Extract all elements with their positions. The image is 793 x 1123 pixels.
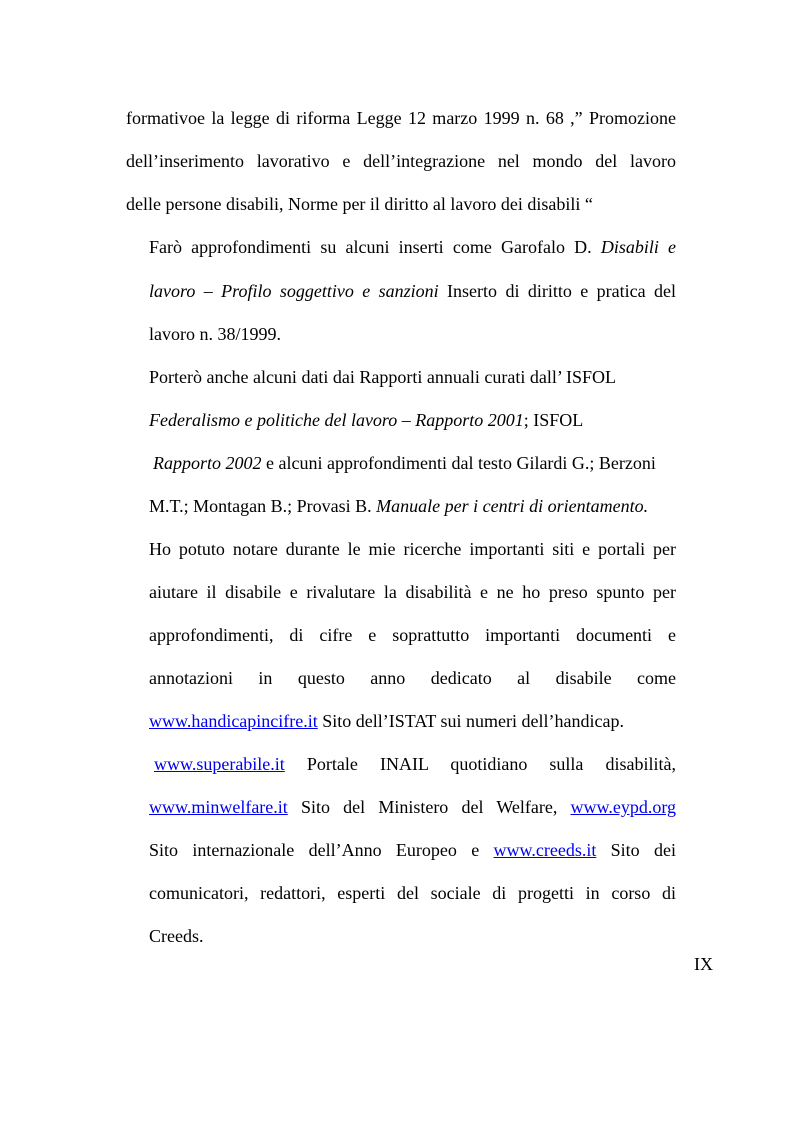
text-line	[149, 408, 676, 432]
text-line	[149, 924, 676, 948]
text-line	[149, 881, 676, 905]
book-title: Rapporto 2002	[153, 453, 262, 473]
text-span: Ho potuto notare durante le mie ricerche importanti siti e portali per	[149, 539, 676, 559]
link-handicapincifre[interactable]: www.handicapincifre.it	[149, 711, 318, 731]
text-line	[149, 580, 676, 604]
text-span: aiutare il disabile e rivalutare la disabilità e ne ho preso spunto per	[149, 582, 676, 602]
text-line	[126, 192, 676, 216]
text-span: e alcuni approfondimenti dal testo Gilardi G.; Berzoni	[261, 453, 656, 473]
text-line	[149, 537, 676, 561]
text-span: M.T.; Montagan B.; Provasi B.	[149, 496, 377, 516]
text-span: Farò approfondimenti su alcuni inserti come Garofalo D.	[149, 237, 601, 257]
text-line	[149, 279, 676, 303]
text-span: Sito dell’ISTAT sui numeri dell’handicap.	[317, 711, 624, 731]
text-line	[149, 322, 676, 346]
text-line	[149, 709, 676, 733]
book-title: Manuale per i centri di orientamento.	[376, 496, 649, 516]
text-span: dell’inserimento lavorativo e dell’integrazione nel mondo del lavoro	[126, 151, 676, 171]
text-line	[154, 752, 676, 776]
text-span: Portale INAIL quotidiano sulla disabilità,	[284, 754, 676, 774]
text-line	[149, 365, 676, 389]
text-span: Inserto di diritto e pratica del	[438, 281, 676, 301]
book-title: lavoro – Profilo soggettivo e sanzioni	[149, 281, 439, 301]
text-line	[149, 666, 676, 690]
link-eypd[interactable]: www.eypd.org	[570, 797, 676, 817]
text-span: Creeds.	[149, 926, 204, 946]
text-span: Sito internazionale dell’Anno Europeo e	[149, 840, 494, 860]
text-span: annotazioni in questo anno dedicato al disabile come	[149, 668, 676, 688]
text-line	[153, 451, 676, 475]
text-line	[149, 494, 676, 518]
text-line	[149, 623, 676, 647]
page-number: IX	[694, 954, 713, 974]
text-line	[149, 838, 676, 862]
text-line	[149, 795, 676, 819]
link-minwelfare[interactable]: www.minwelfare.it	[149, 797, 288, 817]
link-superabile[interactable]: www.superabile.it	[154, 754, 285, 774]
text-span: Sito del Ministero del Welfare,	[287, 797, 571, 817]
text-span: comunicatori, redattori, esperti del sociale di progetti in corso di	[149, 883, 676, 903]
text-line	[126, 106, 676, 130]
text-span: delle persone disabili, Norme per il diritto al lavoro dei disabili “	[126, 194, 593, 214]
text-span: Porterò anche alcuni dati dai Rapporti annuali curati dall’ ISFOL	[149, 367, 617, 387]
text-span: ; ISFOL	[523, 410, 584, 430]
link-creeds[interactable]: www.creeds.it	[493, 840, 597, 860]
text-line	[126, 149, 676, 173]
book-title: Disabili e	[600, 237, 676, 257]
book-title: Federalismo e politiche del lavoro – Rapporto 2001	[149, 410, 524, 430]
text-span: lavoro n. 38/1999.	[149, 324, 281, 344]
text-span: formativoe la legge di riforma Legge 12 marzo 1999 n. 68 ,” Promozione	[126, 108, 676, 128]
text-span: approfondimenti, di cifre e soprattutto importanti documenti e	[149, 625, 676, 645]
text-span: Sito dei	[596, 840, 676, 860]
text-line	[149, 235, 676, 259]
